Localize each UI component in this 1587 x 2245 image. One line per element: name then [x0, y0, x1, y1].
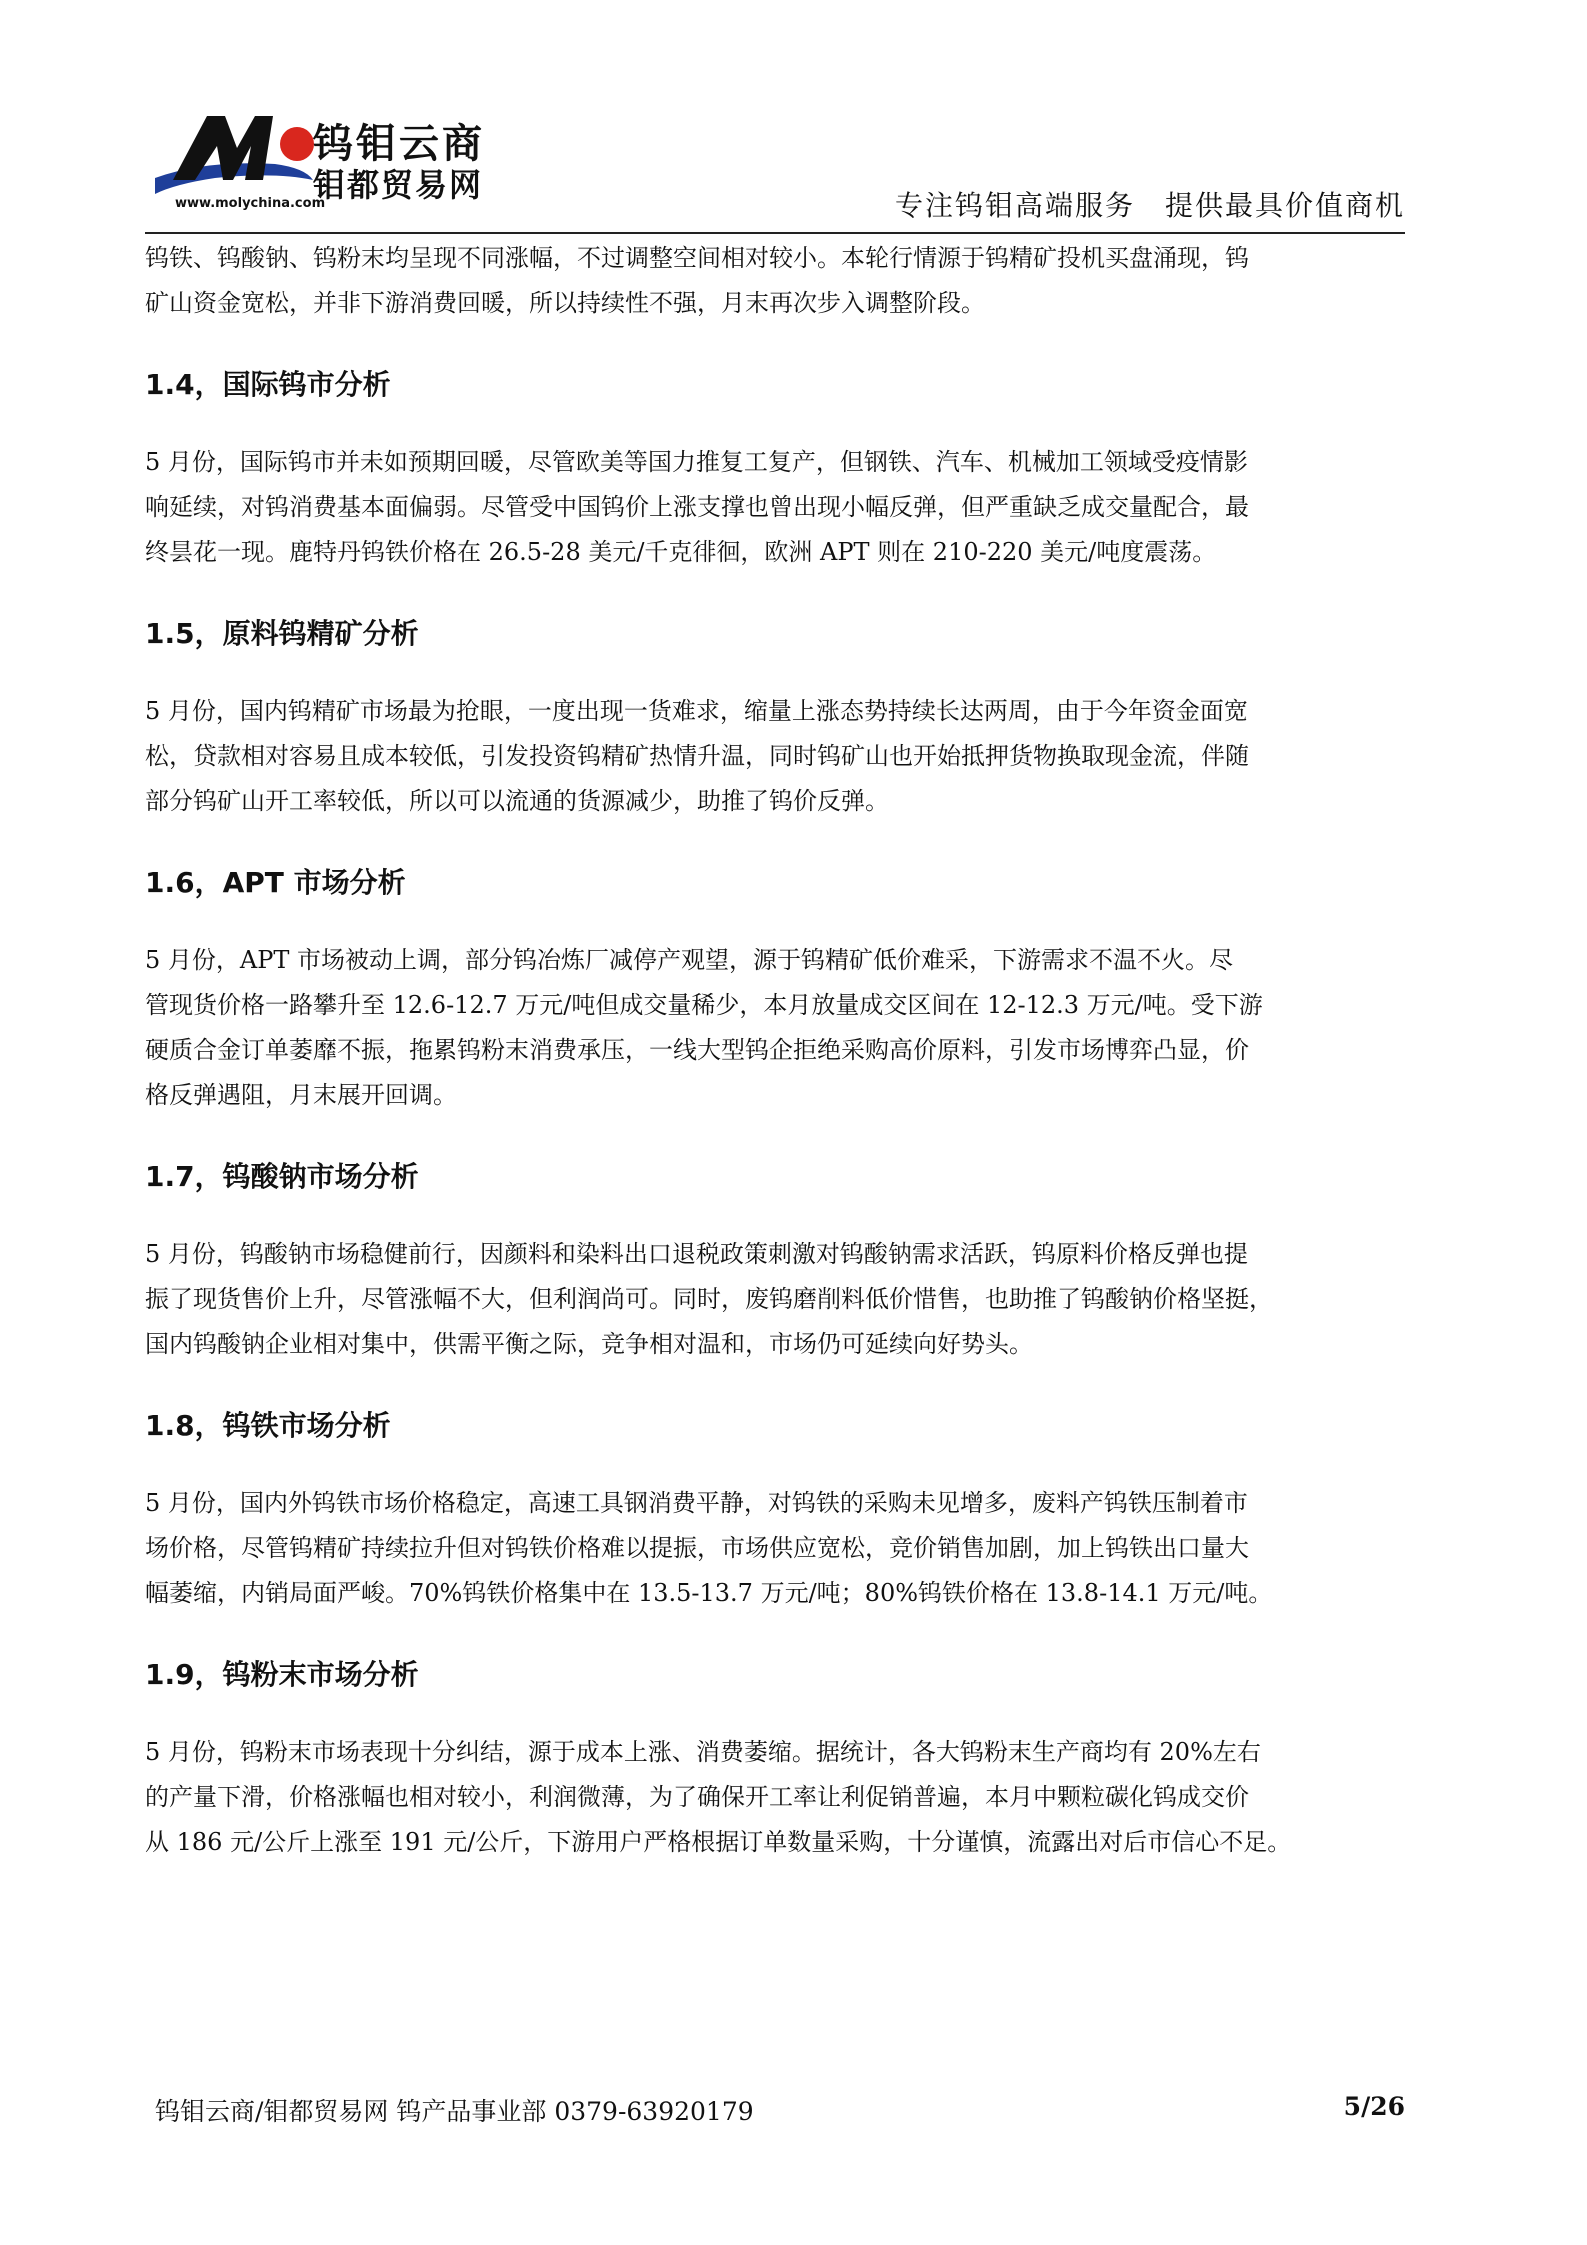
section-paragraph-1-9 — [145, 1730, 1445, 1865]
header-divider — [145, 232, 1405, 234]
paragraph-line: 松，贷款相对容易且成本较低，引发投资钨精矿热情升温，同时钨矿山也开始抵押货物换取现金流，伴随 — [145, 742, 1249, 770]
page-footer — [155, 2092, 1405, 2132]
paragraph-line: 场价格，尽管钨精矿持续拉升但对钨铁价格难以提振，市场供应宽松，竞价销售加剧，加上钨铁出口量大 — [145, 1534, 1249, 1562]
footer-contact: 钨钼云商/钼都贸易网 钨产品事业部 0379-63920179 — [155, 2097, 754, 2126]
paragraph-line: 5 月份，钨粉末市场表现十分纠结，源于成本上涨、消费萎缩。据统计，各大钨粉末生产商均有 20%左右 — [145, 1738, 1261, 1766]
logo-subtitle: 钼都贸易网 — [313, 166, 484, 204]
paragraph-line: 5 月份，APT 市场被动上调，部分钨冶炼厂减停产观望，源于钨精矿低价难采，下游需求不温不火。尽 — [145, 946, 1234, 974]
paragraph-line: 响延续，对钨消费基本面偏弱。尽管受中国钨价上涨支撑也曾出现小幅反弹，但严重缺乏成交量配合，最 — [145, 493, 1249, 521]
paragraph-line: 钨铁、钨酸钠、钨粉末均呈现不同涨幅，不过调整空间相对较小。本轮行情源于钨精矿投机买盘涌现，钨 — [145, 244, 1249, 272]
section-paragraph-1-4 — [145, 440, 1445, 575]
paragraph-line: 从 186 元/公斤上涨至 191 元/公斤，下游用户严格根据订单数量采购，十分谨慎，流露出对后市信心不足。 — [145, 1828, 1292, 1856]
paragraph-line: 国内钨酸钠企业相对集中，供需平衡之际，竞争相对温和，市场仍可延续向好势头。 — [145, 1330, 1033, 1358]
paragraph-line: 格反弹遇阻，月末展开回调。 — [145, 1081, 457, 1109]
section-heading-1-4: 1.4，国际钨市分析 — [145, 368, 391, 401]
logo-mark-icon — [145, 108, 320, 203]
page-content — [145, 236, 1445, 1865]
section-paragraph-1-6 — [145, 938, 1445, 1118]
section-heading-1-7: 1.7，钨酸钠市场分析 — [145, 1160, 419, 1193]
intro-paragraph — [145, 236, 1445, 326]
paragraph-line: 5 月份，国际钨市并未如预期回暖，尽管欧美等国力推复工复产，但钢铁、汽车、机械加工领域受疫情影 — [145, 448, 1248, 476]
paragraph-line: 5 月份，钨酸钠市场稳健前行，因颜料和染料出口退税政策刺激对钨酸钠需求活跃，钨原料价格反弹也提 — [145, 1240, 1248, 1268]
paragraph-line: 5 月份，国内钨精矿市场最为抢眼，一度出现一货难求，缩量上涨态势持续长达两周，由于今年资金面宽 — [145, 697, 1248, 725]
section-paragraph-1-7 — [145, 1232, 1445, 1367]
paragraph-line: 5 月份，国内外钨铁市场价格稳定，高速工具钢消费平静，对钨铁的采购未见增多，废料产钨铁压制着市 — [145, 1489, 1248, 1517]
paragraph-line: 终昙花一现。鹿特丹钨铁价格在 26.5-28 美元/千克徘徊，欧洲 APT 则在 210-220 美元/吨度震荡。 — [145, 538, 1217, 566]
page-header — [145, 108, 1405, 238]
paragraph-line: 幅萎缩，内销局面严峻。70%钨铁价格集中在 13.5-13.7 万元/吨；80%钨铁价格在 13.8-14.1 万元/吨。 — [145, 1579, 1273, 1607]
company-logo — [145, 108, 515, 218]
paragraph-line: 管现货价格一路攀升至 12.6-12.7 万元/吨但成交量稀少，本月放量成交区间在 12-12.3 万元/吨。受下游 — [145, 991, 1263, 1019]
paragraph-line: 的产量下滑，价格涨幅也相对较小，利润微薄，为了确保开工率让利促销普遍，本月中颗粒碳化钨成交价 — [145, 1783, 1249, 1811]
logo-title: 钨钼云商 — [313, 121, 485, 167]
section-heading-1-8: 1.8，钨铁市场分析 — [145, 1409, 391, 1442]
paragraph-line: 矿山资金宽松，并非下游消费回暖，所以持续性不强，月末再次步入调整阶段。 — [145, 289, 985, 317]
section-paragraph-1-8 — [145, 1481, 1445, 1616]
section-paragraph-1-5 — [145, 689, 1445, 824]
logo-url: www.molychina.com — [175, 196, 326, 211]
section-heading-1-9: 1.9，钨粉末市场分析 — [145, 1658, 419, 1691]
page-number: 5/26 — [1343, 2092, 1405, 2121]
paragraph-line: 部分钨矿山开工率较低，所以可以流通的货源减少，助推了钨价反弹。 — [145, 787, 889, 815]
paragraph-line: 硬质合金订单萎靡不振，拖累钨粉末消费承压，一线大型钨企拒绝采购高价原料，引发市场博弈凸显，价 — [145, 1036, 1249, 1064]
header-slogan: 专注钨钼高端服务 提供最具价值商机 — [894, 189, 1405, 222]
paragraph-line: 振了现货售价上升，尽管涨幅不大，但利润尚可。同时，废钨磨削料低价惜售，也助推了钨酸钠价格坚挺， — [145, 1285, 1273, 1313]
section-heading-1-5: 1.5，原料钨精矿分析 — [145, 617, 419, 650]
section-heading-1-6: 1.6，APT 市场分析 — [145, 866, 406, 899]
